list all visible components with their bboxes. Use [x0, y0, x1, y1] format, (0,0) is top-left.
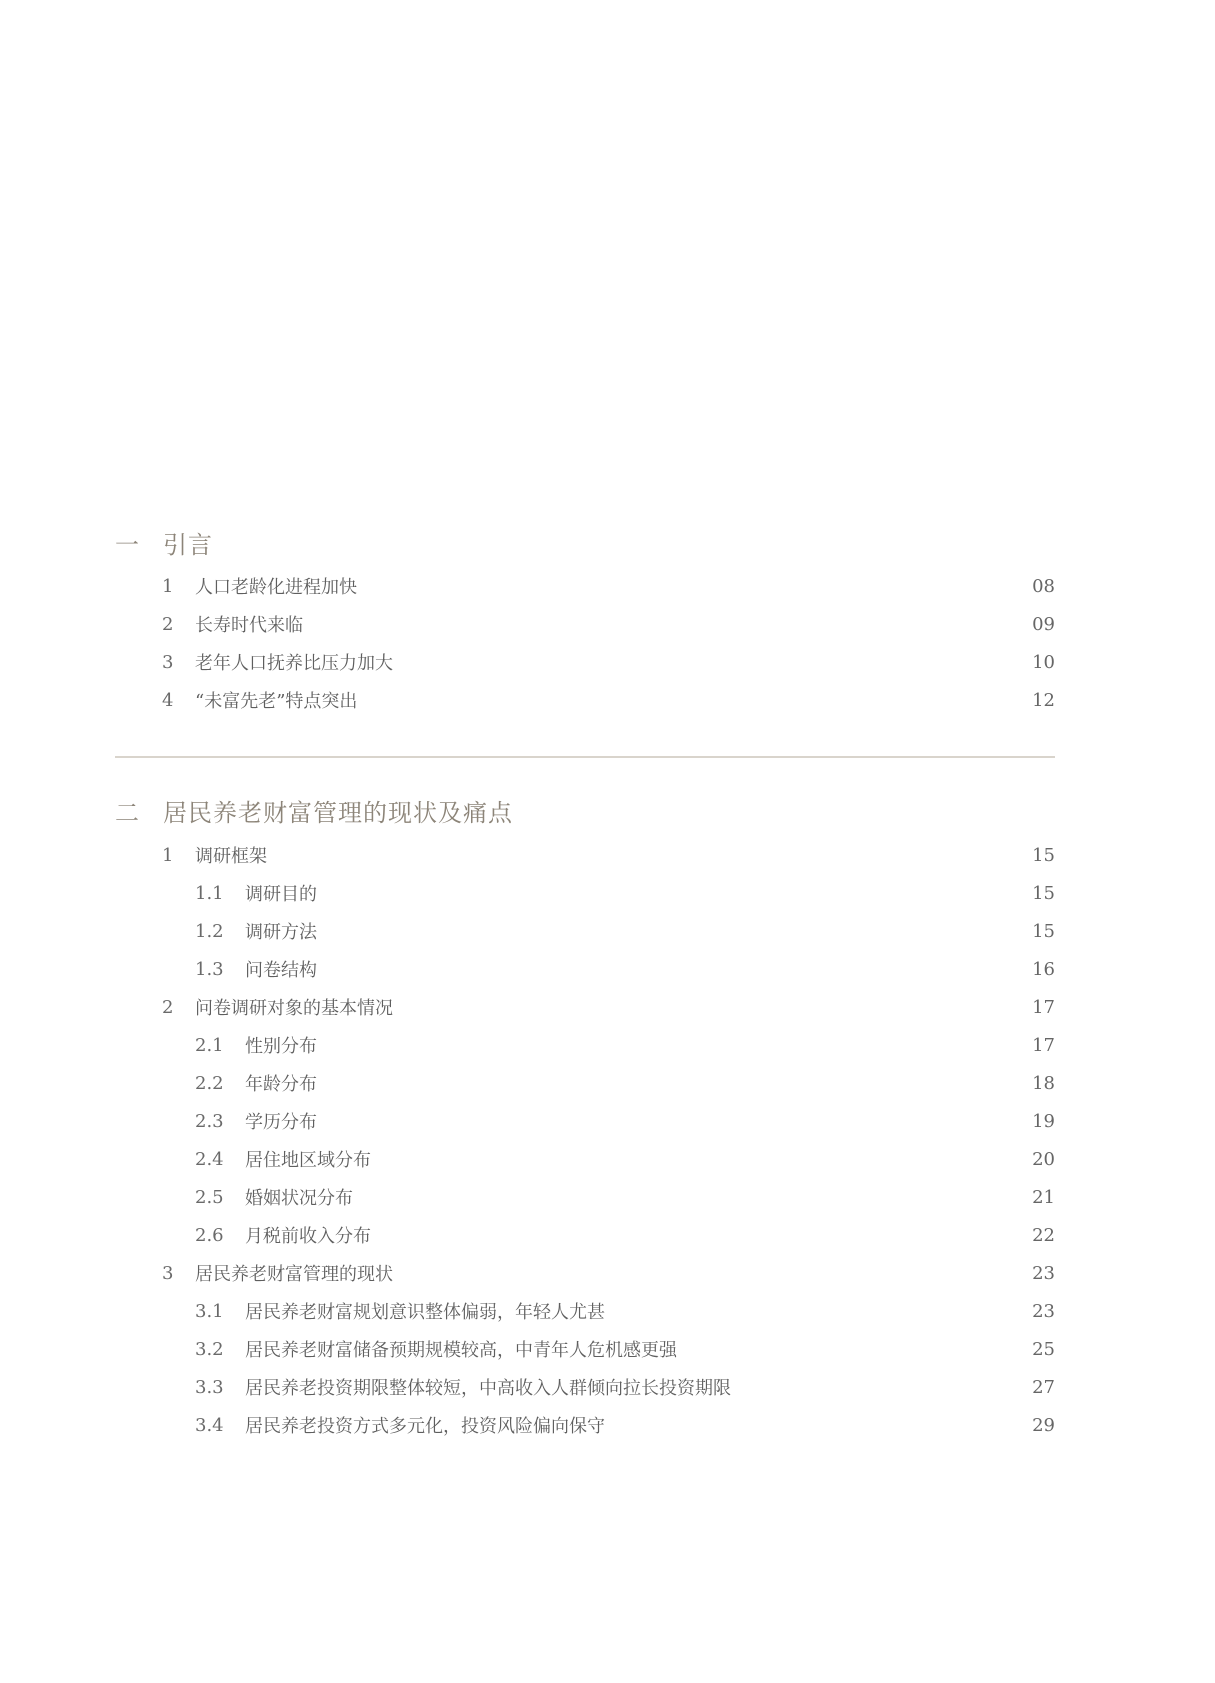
entry-number: 1.1: [195, 882, 224, 904]
toc-subentry[interactable]: [195, 1106, 1055, 1136]
entry-title: “未富先老”特点突出: [195, 691, 358, 712]
entry-page-number: 10: [1032, 651, 1055, 673]
entry-number: 2: [162, 996, 174, 1018]
toc-entry[interactable]: [162, 571, 1055, 601]
entry-number: 2.6: [195, 1224, 224, 1246]
entry-title: 居民养老财富规划意识整体偏弱，年轻人尤甚: [245, 1302, 605, 1323]
entry-page-number: 27: [1032, 1376, 1055, 1398]
entry-number: 3: [162, 651, 174, 673]
entry-number: 4: [162, 689, 174, 711]
entry-number: 3.1: [195, 1300, 224, 1322]
entry-number: 2: [162, 613, 174, 635]
entry-page-number: 17: [1032, 996, 1055, 1018]
entry-page-number: 29: [1032, 1414, 1055, 1436]
entry-number: 2.3: [195, 1110, 224, 1132]
entry-page-number: 17: [1032, 1034, 1055, 1056]
entry-page-number: 15: [1032, 844, 1055, 866]
section-divider: [115, 756, 1055, 758]
entry-number: 1.3: [195, 958, 224, 980]
entry-title: 年龄分布: [245, 1074, 317, 1095]
entry-number: 3.2: [195, 1338, 224, 1360]
entry-page-number: 21: [1032, 1186, 1055, 1208]
entry-number: 3: [162, 1262, 174, 1284]
entry-page-number: 23: [1032, 1262, 1055, 1284]
entry-title: 长寿时代来临: [195, 615, 303, 636]
entry-page-number: 23: [1032, 1300, 1055, 1322]
entry-title: 调研框架: [195, 846, 267, 867]
entry-number: 1: [162, 575, 174, 597]
toc-entry[interactable]: [162, 647, 1055, 677]
toc-entry[interactable]: [162, 685, 1055, 715]
toc-entry[interactable]: [162, 609, 1055, 639]
toc-subentry[interactable]: [195, 1296, 1055, 1326]
entry-title: 居民养老投资期限整体较短，中高收入人群倾向拉长投资期限: [245, 1378, 731, 1399]
toc-subentry[interactable]: [195, 1334, 1055, 1364]
toc-subentry[interactable]: [195, 1068, 1055, 1098]
toc-entry[interactable]: [162, 992, 1055, 1022]
entry-title: 问卷调研对象的基本情况: [195, 998, 393, 1019]
entry-number: 3.3: [195, 1376, 224, 1398]
entry-title: 居民养老投资方式多元化，投资风险偏向保守: [245, 1416, 605, 1437]
toc-subentry[interactable]: [195, 1372, 1055, 1402]
section-title: 引言: [163, 530, 213, 559]
toc-subentry[interactable]: [195, 878, 1055, 908]
toc-entry[interactable]: [162, 1258, 1055, 1288]
entry-title: 月税前收入分布: [245, 1226, 371, 1247]
entry-number: 1: [162, 844, 174, 866]
section-heading-2[interactable]: [115, 790, 1055, 830]
toc-subentry[interactable]: [195, 1410, 1055, 1440]
section-number: 一: [115, 530, 140, 559]
toc-subentry[interactable]: [195, 1144, 1055, 1174]
entry-page-number: 15: [1032, 882, 1055, 904]
entry-number: 2.5: [195, 1186, 224, 1208]
entry-page-number: 25: [1032, 1338, 1055, 1360]
entry-title: 调研目的: [245, 884, 317, 905]
section-title: 居民养老财富管理的现状及痛点: [163, 798, 513, 827]
entry-page-number: 19: [1032, 1110, 1055, 1132]
section-number: 二: [115, 798, 140, 827]
toc-subentry[interactable]: [195, 1182, 1055, 1212]
entry-title: 问卷结构: [245, 960, 317, 981]
entry-title: 居民养老财富储备预期规模较高，中青年人危机感更强: [245, 1340, 677, 1361]
entry-title: 老年人口抚养比压力加大: [195, 653, 393, 674]
entry-page-number: 12: [1032, 689, 1055, 711]
entry-number: 2.4: [195, 1148, 224, 1170]
entry-number: 2.2: [195, 1072, 224, 1094]
entry-page-number: 15: [1032, 920, 1055, 942]
entry-page-number: 18: [1032, 1072, 1055, 1094]
toc-subentry[interactable]: [195, 954, 1055, 984]
section-heading-1[interactable]: [115, 522, 1055, 562]
entry-title: 居民养老财富管理的现状: [195, 1264, 393, 1285]
toc-entry[interactable]: [162, 840, 1055, 870]
toc-subentry[interactable]: [195, 916, 1055, 946]
entry-page-number: 08: [1032, 575, 1055, 597]
entry-number: 1.2: [195, 920, 224, 942]
entry-title: 调研方法: [245, 922, 317, 943]
entry-title: 婚姻状况分布: [245, 1188, 353, 1209]
entry-title: 性别分布: [245, 1036, 317, 1057]
entry-number: 2.1: [195, 1034, 224, 1056]
entry-title: 居住地区域分布: [245, 1150, 371, 1171]
entry-number: 3.4: [195, 1414, 224, 1436]
entry-title: 人口老龄化进程加快: [195, 577, 357, 598]
entry-page-number: 22: [1032, 1224, 1055, 1246]
toc-subentry[interactable]: [195, 1220, 1055, 1250]
entry-page-number: 16: [1032, 958, 1055, 980]
entry-title: 学历分布: [245, 1112, 317, 1133]
entry-page-number: 20: [1032, 1148, 1055, 1170]
toc-subentry[interactable]: [195, 1030, 1055, 1060]
entry-page-number: 09: [1032, 613, 1055, 635]
